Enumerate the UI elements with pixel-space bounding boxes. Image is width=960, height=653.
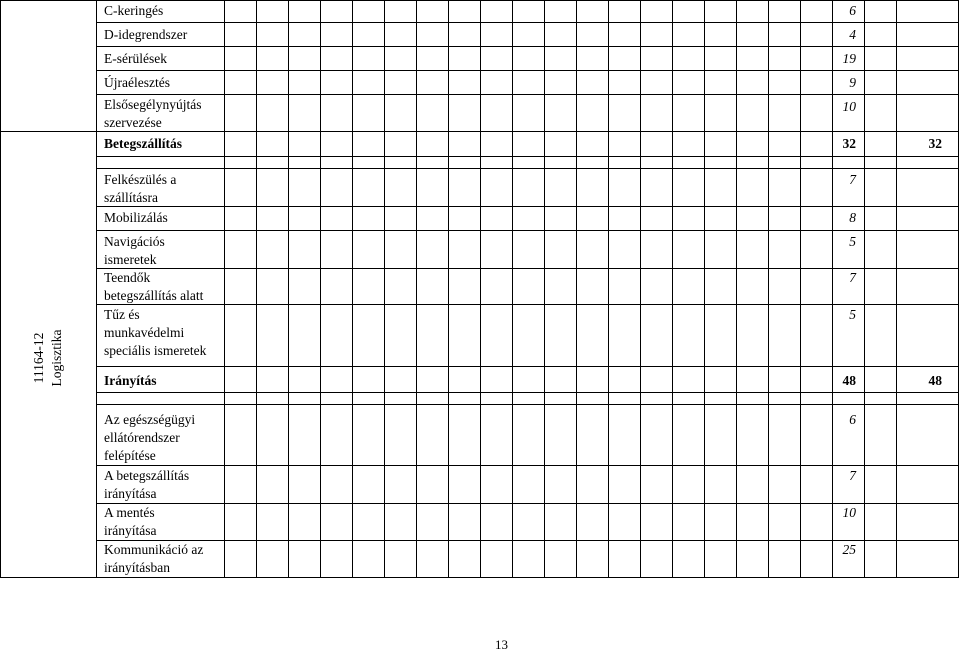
page-number: 13 — [495, 637, 508, 652]
topic-hours: 8 — [849, 210, 856, 225]
topic-label: Mobilizálás — [104, 210, 168, 225]
topic-hours: 5 — [849, 234, 856, 249]
topic-label: Újraélesztés — [104, 75, 170, 90]
topic-hours: 6 — [849, 412, 856, 427]
module-label — [30, 298, 66, 418]
subject-label: Betegszállítás — [104, 136, 182, 151]
topic-label-cont: ismeretek — [104, 252, 157, 267]
topic-label-cont: felépítése — [104, 448, 156, 463]
topic-label: Az egészségügyi — [104, 412, 196, 427]
subject-hours-total: 48 — [928, 373, 942, 388]
subject-hours: 32 — [842, 136, 856, 151]
topic-hours: 7 — [849, 270, 856, 285]
module-name: Logisztika — [49, 329, 64, 387]
topic-label: Tűz és — [104, 307, 140, 322]
subject-hours: 48 — [842, 373, 856, 388]
module-code: 11164-12 — [31, 332, 46, 384]
topic-hours: 7 — [849, 172, 856, 187]
subject-hours-total: 32 — [928, 136, 942, 151]
topic-hours: 6 — [849, 3, 856, 18]
topic-label: C-keringés — [104, 3, 164, 18]
topic-label-cont: irányítása — [104, 523, 157, 538]
topic-label: D-idegrendszer — [104, 27, 188, 42]
topic-hours: 10 — [842, 505, 856, 520]
topic-label-cont: betegszállítás alatt — [104, 288, 204, 303]
topic-label-cont: irányításban — [104, 560, 170, 575]
topic-label: Kommunikáció az — [104, 542, 204, 557]
topic-label: A betegszállítás — [104, 468, 190, 483]
topic-hours: 7 — [849, 468, 856, 483]
topic-label: Felkészülés a — [104, 172, 177, 187]
topic-label: A mentés — [104, 505, 155, 520]
subject-label: Irányítás — [104, 373, 157, 388]
topic-hours: 5 — [849, 307, 856, 322]
topic-label: E-sérülések — [104, 51, 167, 66]
topic-label-cont: ellátórendszer — [104, 430, 180, 445]
topic-label-cont: munkavédelmi — [104, 325, 185, 340]
topic-label: Elsősegélynyújtás — [104, 97, 202, 112]
topic-label-cont: irányítása — [104, 486, 157, 501]
topic-label-cont: szállításra — [104, 190, 158, 205]
topic-hours: 10 — [842, 99, 856, 114]
topic-hours: 25 — [842, 542, 856, 557]
topic-hours: 4 — [849, 27, 856, 42]
topic-label: Teendők — [104, 270, 151, 285]
topic-hours: 9 — [849, 75, 856, 90]
topic-label: Navigációs — [104, 234, 165, 249]
topic-hours: 19 — [842, 51, 856, 66]
topic-label-cont: szervezése — [104, 115, 162, 130]
topic-label-cont: speciális ismeretek — [104, 343, 207, 358]
